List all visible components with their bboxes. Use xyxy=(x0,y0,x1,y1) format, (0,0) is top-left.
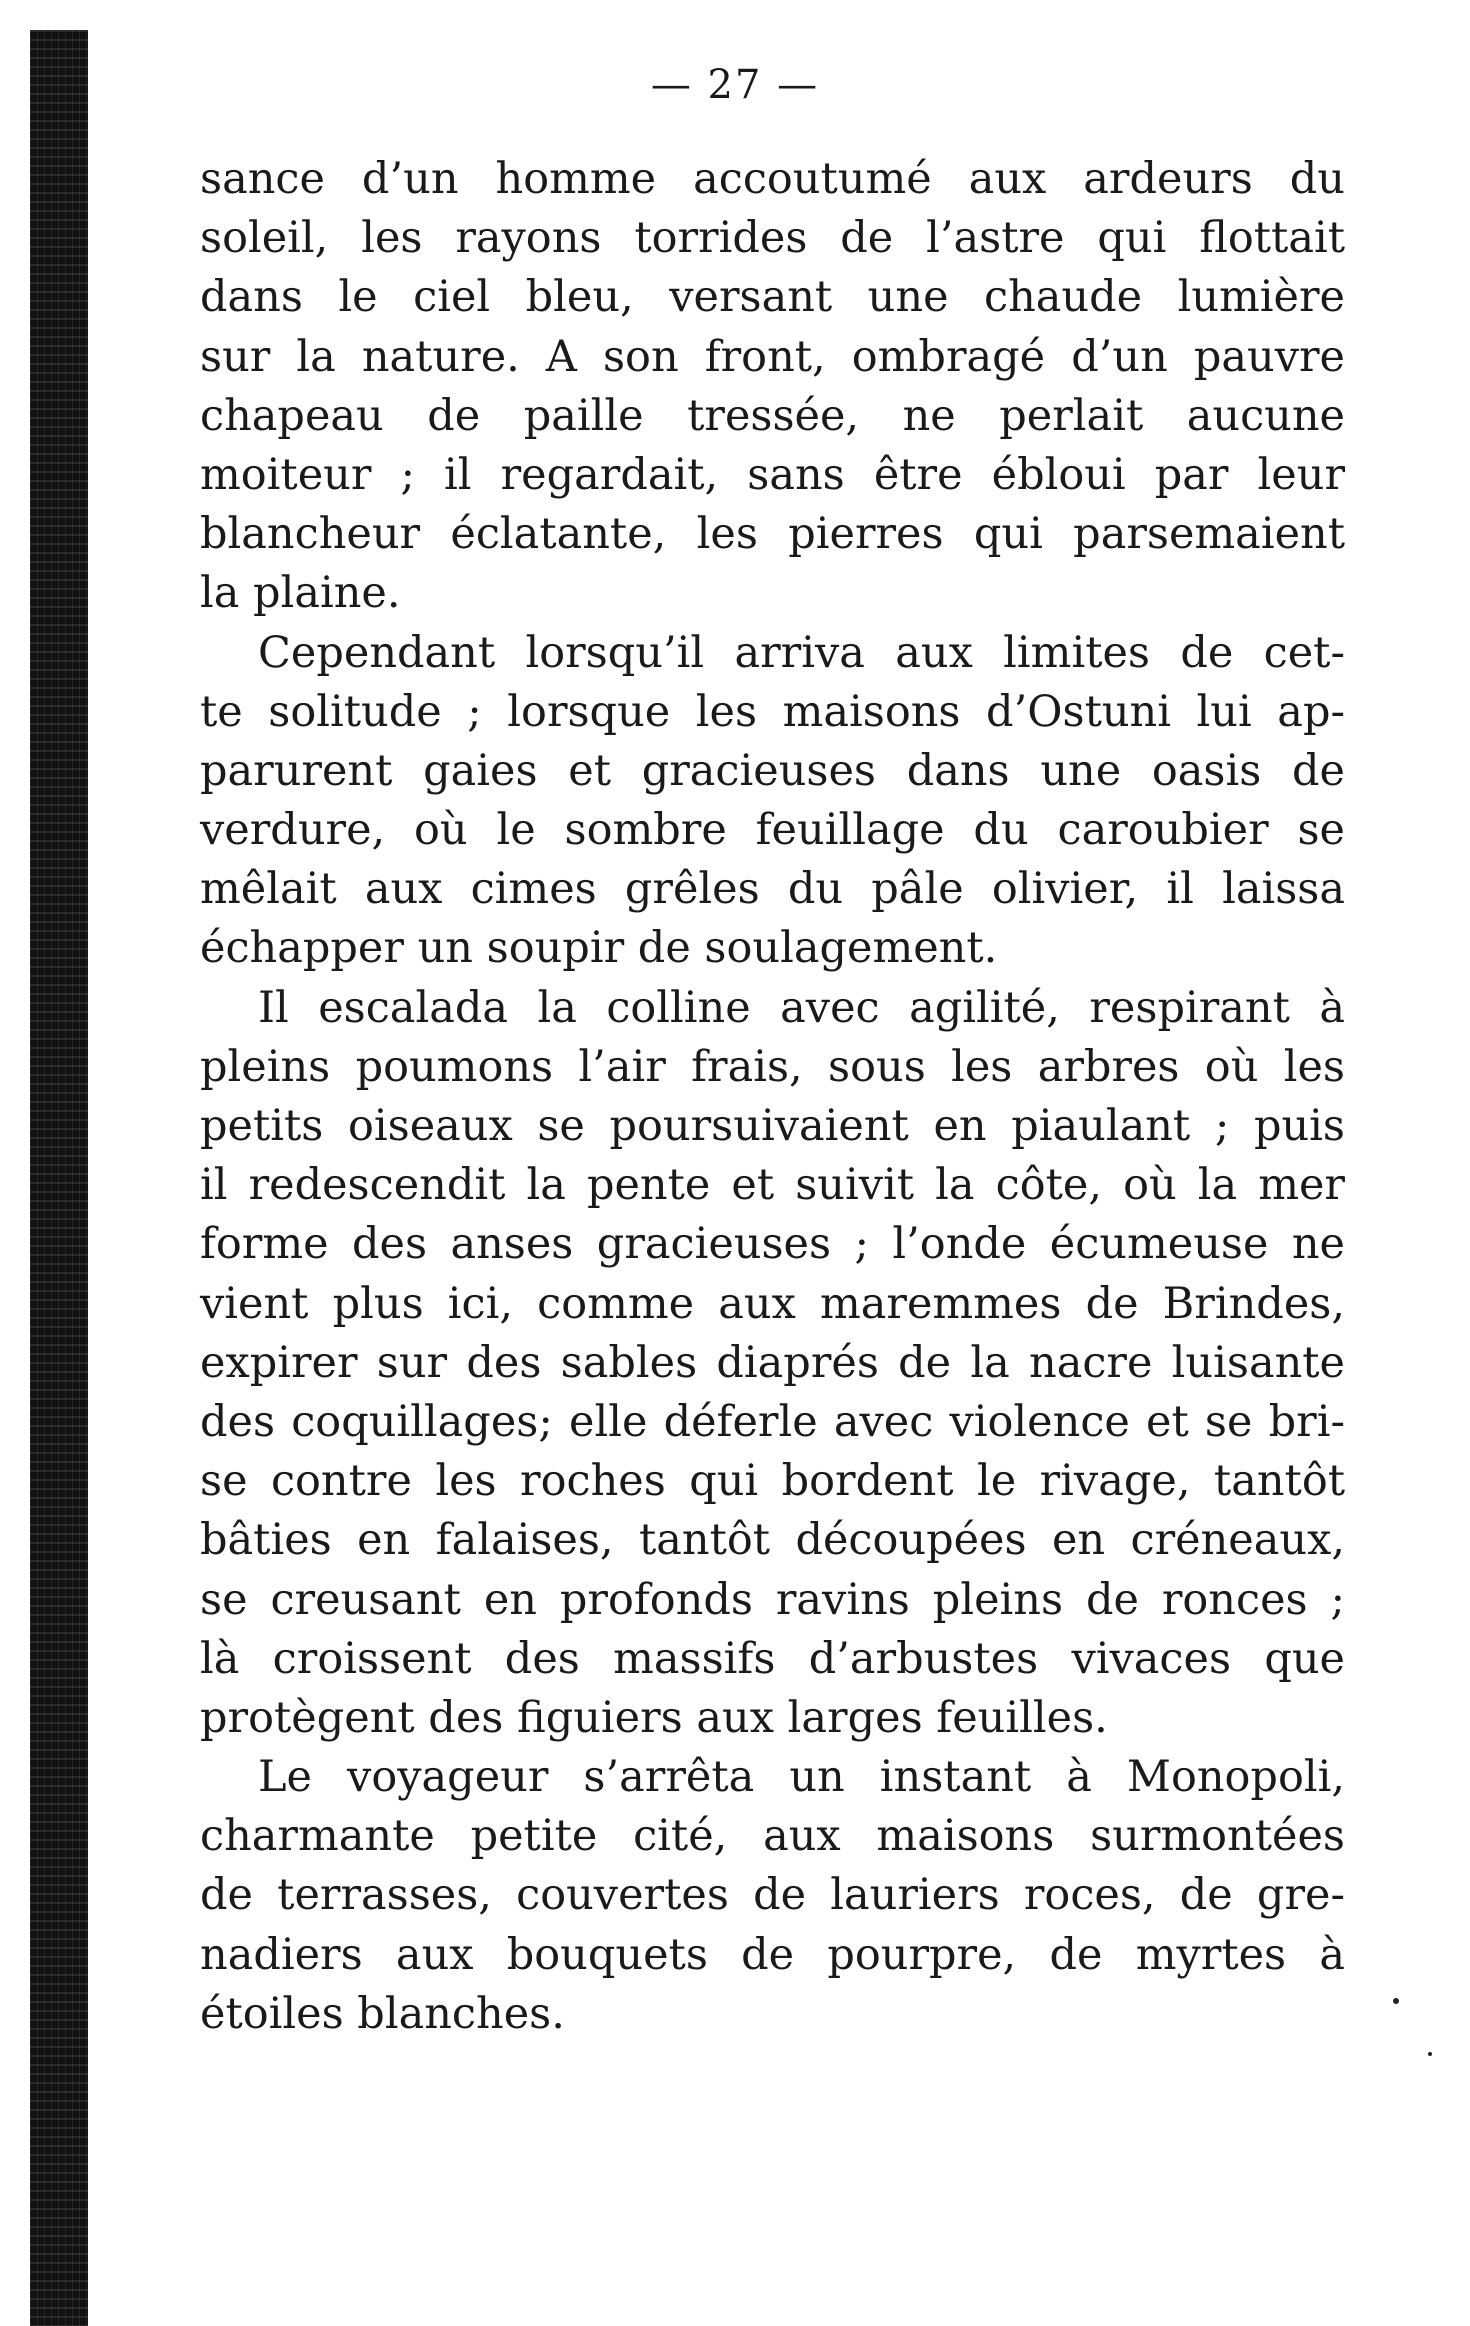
text-line: se creusant en profonds ravins pleins de ronces ; xyxy=(200,1574,1345,1625)
text-line: nadiers aux bouquets de pourpre, de myrtes à xyxy=(200,1929,1345,1980)
text-line: chapeau de paille tressée, ne perlait aucune xyxy=(200,390,1345,441)
paragraph xyxy=(200,979,1345,1748)
ink-speck xyxy=(1393,1998,1399,2004)
text-line: vient plus ici, comme aux maremmes de Brindes, xyxy=(200,1278,1345,1329)
text-line: échapper un soupir de soulagement. xyxy=(200,923,998,974)
text-line: la plaine. xyxy=(200,568,401,619)
text-line: blancheur éclatante, les pierres qui parsemaient xyxy=(200,509,1345,560)
paragraph xyxy=(200,150,1345,624)
text-line: de terrasses, couvertes de lauriers roces, de gre- xyxy=(200,1870,1345,1921)
page-number: — 27 — xyxy=(650,62,820,108)
text-line: étoiles blanches. xyxy=(200,1988,565,2039)
text-line: parurent gaies et gracieuses dans une oasis de xyxy=(200,745,1345,796)
text-line: Le voyageur s’arrêta un instant à Monopoli, xyxy=(258,1752,1345,1803)
text-line: il redescendit la pente et suivit la côte, où la mer xyxy=(200,1160,1345,1211)
text-line: des coquillages; elle déferle avec violence et se bri- xyxy=(200,1396,1345,1447)
text-line: moiteur ; il regardait, sans être ébloui par leur xyxy=(200,449,1345,500)
text-line: charmante petite cité, aux maisons surmontées xyxy=(200,1811,1345,1862)
text-line: pleins poumons l’air frais, sous les arbres où les xyxy=(200,1041,1345,1092)
text-line: petits oiseaux se poursuivaient en piaulant ; puis xyxy=(200,1101,1345,1151)
paragraph xyxy=(200,624,1345,979)
text-line: mêlait aux cimes grêles du pâle olivier, il laissa xyxy=(200,864,1345,915)
text-line: protègent des figuiers aux larges feuilles. xyxy=(200,1692,1108,1743)
text-line: bâties en falaises, tantôt découpées en créneaux, xyxy=(200,1515,1345,1566)
text-line: verdure, où le sombre feuillage du caroubier se xyxy=(200,805,1345,856)
text-line: se contre les roches qui bordent le rivage, tantôt xyxy=(200,1456,1345,1507)
text-line: dans le ciel bleu, versant une chaude lumière xyxy=(200,272,1345,323)
ink-speck xyxy=(1428,2052,1432,2056)
text-line: Cependant lorsqu’il arriva aux limites de cet- xyxy=(258,627,1345,678)
text-line: forme des anses gracieuses ; l’onde écumeuse ne xyxy=(200,1219,1345,1270)
body-text xyxy=(200,150,1345,2044)
text-line: sance d’un homme accoutumé aux ardeurs du xyxy=(200,154,1345,204)
binding-edge xyxy=(30,30,88,2326)
text-line: soleil, les rayons torrides de l’astre qui flottait xyxy=(200,213,1345,264)
paragraph xyxy=(200,1748,1345,2044)
text-line: sur la nature. A son front, ombragé d’un pauvre xyxy=(200,331,1345,382)
text-line: te solitude ; lorsque les maisons d’Ostuni lui ap- xyxy=(200,686,1345,737)
text-line: là croissent des massifs d’arbustes vivaces que xyxy=(200,1633,1345,1684)
text-line: expirer sur des sables diaprés de la nacre luisante xyxy=(200,1337,1345,1388)
text-line: Il escalada la colline avec agilité, respirant à xyxy=(258,982,1345,1033)
